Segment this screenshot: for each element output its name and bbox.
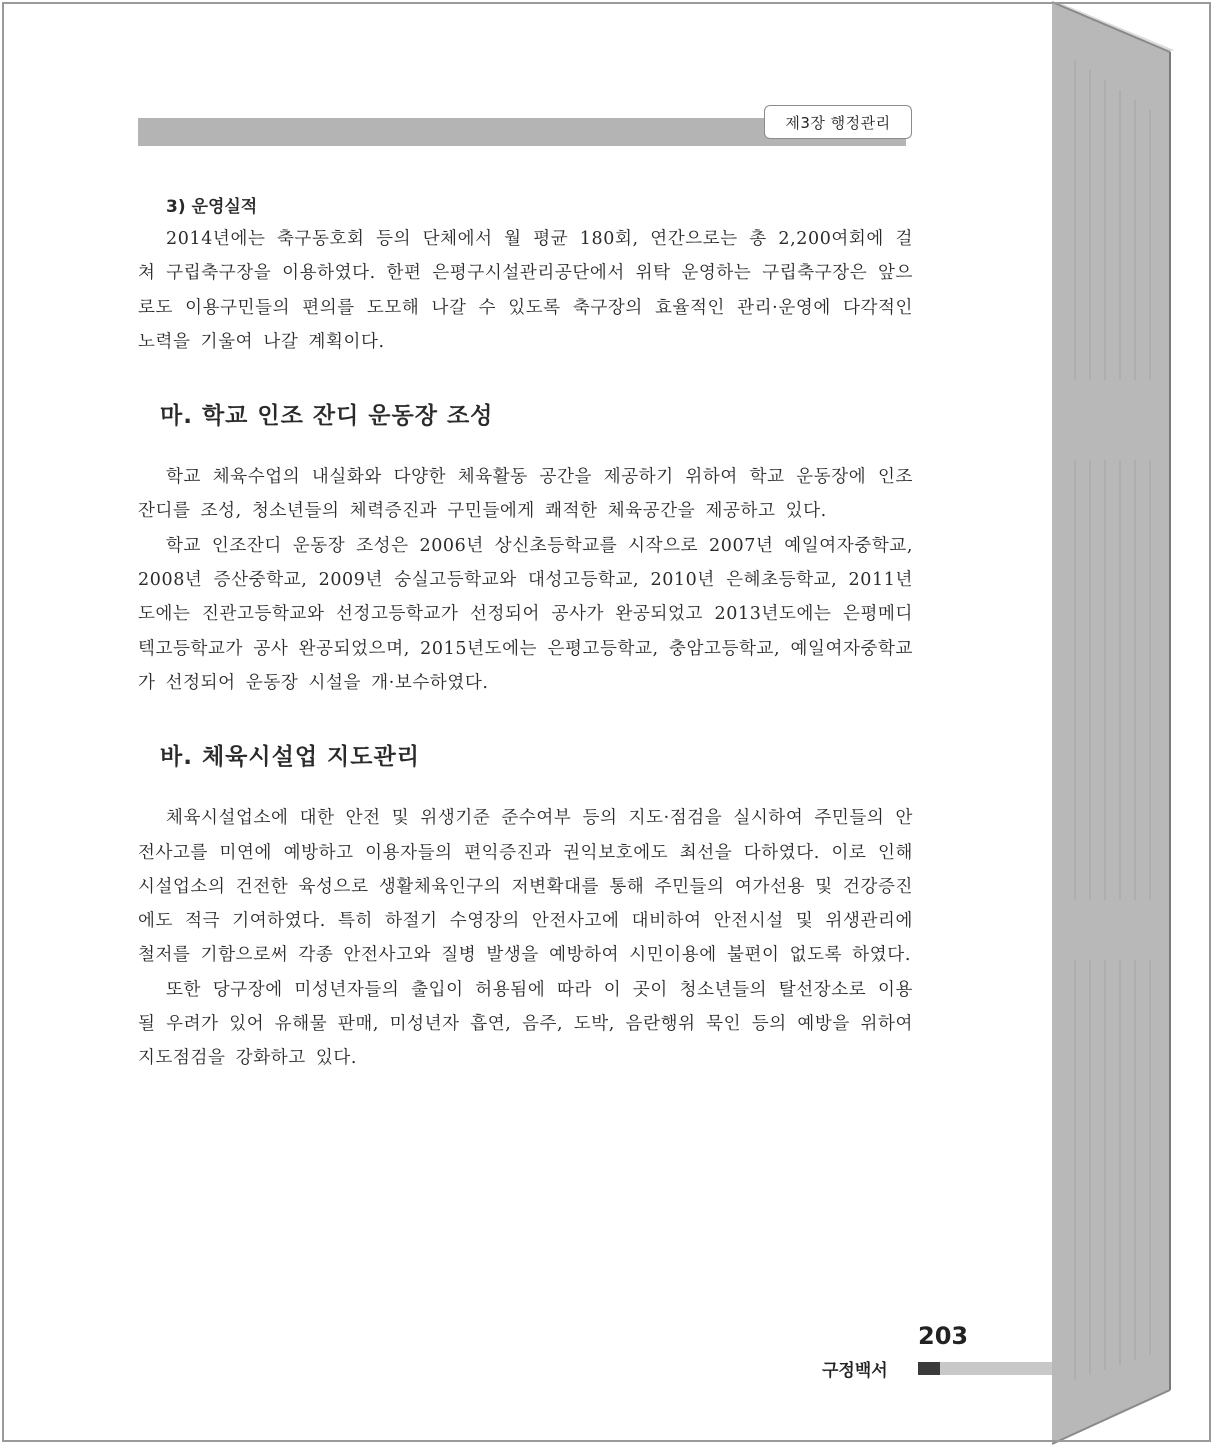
- subsection-heading-operation-results: 3) 운영실적: [166, 197, 258, 217]
- footer-book-title: 구정백서: [822, 1361, 888, 1381]
- page-number: 203: [918, 1322, 969, 1350]
- paragraph: 학교 인조잔디 운동장 조성은 2006년 상신초등학교를 시작으로 2007년 예일여자중학교, 2008년 증산중학교, 2009년 숭실고등학교와 대성고등학교, 2010년 은혜초등학교, 2011년도에는 진관고등학교와 선정고등학교가 선정되어 공사가 완공되었고 2013년도에는 은평메디텍고등학교가 공사 완공되었으며, 2015년도에는 은평고등학교, 충암고등학교, 예일여자중학교가 선정되어 운동장 시설을 개·보수하였다.: [138, 535, 913, 693]
- paragraph: 체육시설업소에 대한 안전 및 위생기준 준수여부 등의 지도·점검을 실시하여 주민들의 안전사고를 미연에 예방하고 이용자들의 편익증진과 권익보호에도 최선을 다하였다. 이로 인해 시설업소의 건전한 육성으로 생활체육인구의 저변확대를 통해 주민들의 여가선용 및 건강증진에도 적극 기여하였다. 특히 하절기 수영장의 안전사고에 대비하여 안전시설 및 위생관리에 철저를 기함으로써 각종 안전사고와 질병 발생을 예방하여 시민이용에 불편이 없도록 하였다.: [138, 808, 913, 966]
- paragraph: 학교 체육수업의 내실화와 다양한 체육활동 공간을 제공하기 위하여 학교 운동장에 인조잔디를 조성, 청소년들의 체력증진과 구민들에게 쾌적한 체육공간을 제공하고 있다.: [138, 467, 913, 522]
- paragraph: 또한 당구장에 미성년자들의 출입이 허용됨에 따라 이 곳이 청소년들의 탈선장소로 이용될 우려가 있어 유해물 판매, 미성년자 흡연, 음주, 도박, 음란행위 묵인 등의 예방을 위하여 지도점검을 강화하고 있다.: [138, 979, 913, 1069]
- section-heading-sports-facility-guidance: 바. 체육시설업 지도관리: [160, 744, 420, 771]
- page-stack-side: [1052, 2, 1170, 1444]
- page-content: [138, 192, 913, 1076]
- footer-bar-accent: [918, 1362, 940, 1375]
- section-heading-school-artificial-turf: 마. 학교 인조 잔디 운동장 조성: [160, 403, 494, 430]
- chapter-tab: 제3장 행정관리: [764, 105, 912, 139]
- paragraph: 2014년에는 축구동호회 등의 단체에서 월 평균 180회, 연간으로는 총 2,200여회에 걸쳐 구립축구장을 이용하였다. 한편 은평구시설관리공단에서 위탁 운영하는 구립축구장은 앞으로도 이용구민들의 편의를 도모해 나갈 수 있도록 축구장의 효율적인 관리·운영에 다각적인 노력을 기울여 나갈 계획이다.: [138, 229, 913, 352]
